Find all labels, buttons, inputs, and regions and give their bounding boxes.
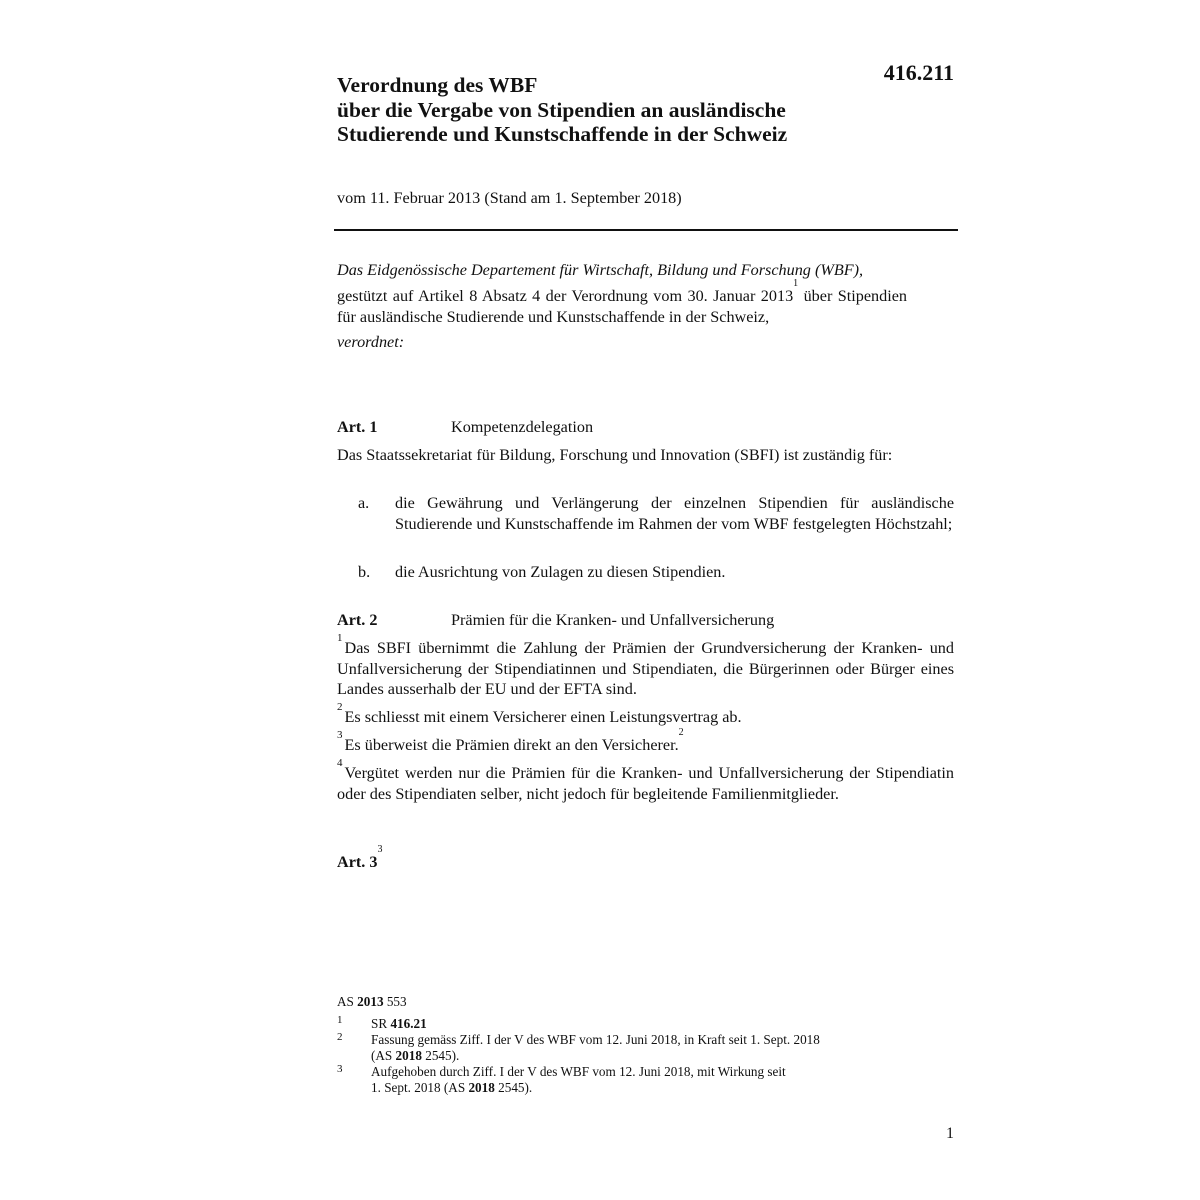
- paragraph-number: 3: [337, 729, 343, 741]
- document-title: [337, 73, 857, 147]
- title-line-3: Studierende und Kunstschaffende in der Schweiz: [337, 122, 788, 146]
- art-2-paragraph-2: [337, 701, 954, 728]
- art-2-number: Art. 2: [337, 611, 378, 629]
- footnote-text-bold: 2018: [395, 1048, 422, 1063]
- preamble-basis-text: gestützt auf Artikel 8 Absatz 4 der Verordnung vom 30. Januar 2013: [337, 287, 794, 305]
- footnote-text-line-1: Fassung gemäss Ziff. I der V des WBF vom 12. Juni 2018, in Kraft seit 1. Sept. 2018: [371, 1032, 820, 1047]
- paragraph-text: Das SBFI übernimmt die Zahlung der Prämien der Grundversicherung der Kranken- und Unfallversicherung der Stipendiatinnen und Stipendiaten, die Bürgerinnen oder Bürger eines Landes ausserhalb der EU und der EFTA sind.: [337, 639, 954, 698]
- footnote-text-part: (AS: [371, 1048, 396, 1063]
- footnote-text-part: 2545).: [421, 1048, 460, 1063]
- as-reference: [337, 994, 407, 1010]
- as-page: 553: [383, 994, 407, 1009]
- footnote-text-part: 1. Sept. 2018 (AS: [371, 1080, 469, 1095]
- paragraph-number: 4: [337, 757, 343, 769]
- sr-number: 416.211: [883, 60, 954, 85]
- art-2-title: Prämien für die Kranken- und Unfallversicherung: [451, 611, 775, 629]
- footnote-text-line-1: Aufgehoben durch Ziff. I der V des WBF vom 12. Juni 2018, mit Wirkung seit: [371, 1064, 786, 1079]
- header-divider: [334, 229, 958, 231]
- art-1-item-a: die Gewährung und Verlängerung der einzelnen Stipendien für ausländische Studierende und Kunstschaffende im Rahmen der vom WBF festgelegten Höchstzahl;: [395, 494, 954, 533]
- as-prefix: AS: [337, 994, 358, 1009]
- title-line-2: über die Vergabe von Stipendien an ausländische: [337, 97, 786, 122]
- art-2-heading: [337, 610, 957, 630]
- footnote-number: 2: [337, 1031, 343, 1043]
- footnote-text-part: SR: [371, 1016, 391, 1031]
- footnote-text-bold: 2018: [468, 1080, 495, 1095]
- art-2-paragraph-3: [337, 727, 954, 756]
- page-number: 1: [946, 1125, 954, 1142]
- paragraph-text: Es schliesst mit einem Versicherer einen Leistungsvertrag ab.: [344, 708, 742, 726]
- preamble-basis-text-cont: über Stipendien für ausländische Studierende und Kunstschaffende in der Schweiz,: [337, 287, 907, 326]
- footnote-ref-2[interactable]: 2: [678, 727, 684, 738]
- preamble-verordnet: verordnet:: [337, 333, 405, 351]
- art-3-number: Art. 3: [337, 853, 378, 871]
- footnote-number: 1: [337, 1014, 343, 1026]
- title-line-1: Verordnung des WBF: [337, 73, 538, 97]
- art-1-number: Art. 1: [337, 418, 378, 436]
- paragraph-text: Vergütet werden nur die Prämien für die Kranken- und Unfallversicherung der Stipendiatin oder des Stipendiaten selber, nicht jedoch für begleitende Familienmitglieder.: [337, 764, 954, 803]
- paragraph-number: 1: [337, 632, 343, 644]
- paragraph-text: Es überweist die Prämien direkt an den Versicherer.: [344, 736, 679, 754]
- art-1-intro: Das Staatssekretariat für Bildung, Forschung und Innovation (SBFI) ist zuständig für:: [337, 446, 893, 464]
- footnote-text-line-2: [371, 1048, 459, 1063]
- art-1-item-a-letter: a.: [358, 494, 370, 512]
- footnote-text-part: 2545).: [494, 1080, 533, 1095]
- preamble-authority: Das Eidgenössische Departement für Wirtschaft, Bildung und Forschung (WBF),: [337, 261, 864, 279]
- art-1-item-b-letter: b.: [358, 563, 371, 581]
- paragraph-number: 2: [337, 701, 343, 713]
- art-1-item-b: die Ausrichtung von Zulagen zu diesen Stipendien.: [395, 563, 726, 581]
- preamble-basis: [337, 278, 907, 327]
- art-2-paragraph-4: [337, 757, 954, 804]
- art-2-paragraph-1: [337, 632, 954, 700]
- art-1-title: Kompetenzdelegation: [451, 418, 594, 436]
- footnote-ref-3[interactable]: 3: [377, 844, 383, 855]
- art-1-heading: [337, 417, 957, 437]
- date-line: vom 11. Februar 2013 (Stand am 1. September 2018): [337, 189, 682, 207]
- footnote-text-line-2: [371, 1080, 532, 1095]
- footnote-number: 3: [337, 1063, 343, 1075]
- footnote-text-bold: 416.21: [390, 1016, 427, 1031]
- as-year: 2013: [357, 994, 384, 1009]
- art-3-heading: [337, 844, 383, 872]
- footnote-text: [371, 1016, 427, 1031]
- footnote-ref-1[interactable]: 1: [793, 278, 799, 289]
